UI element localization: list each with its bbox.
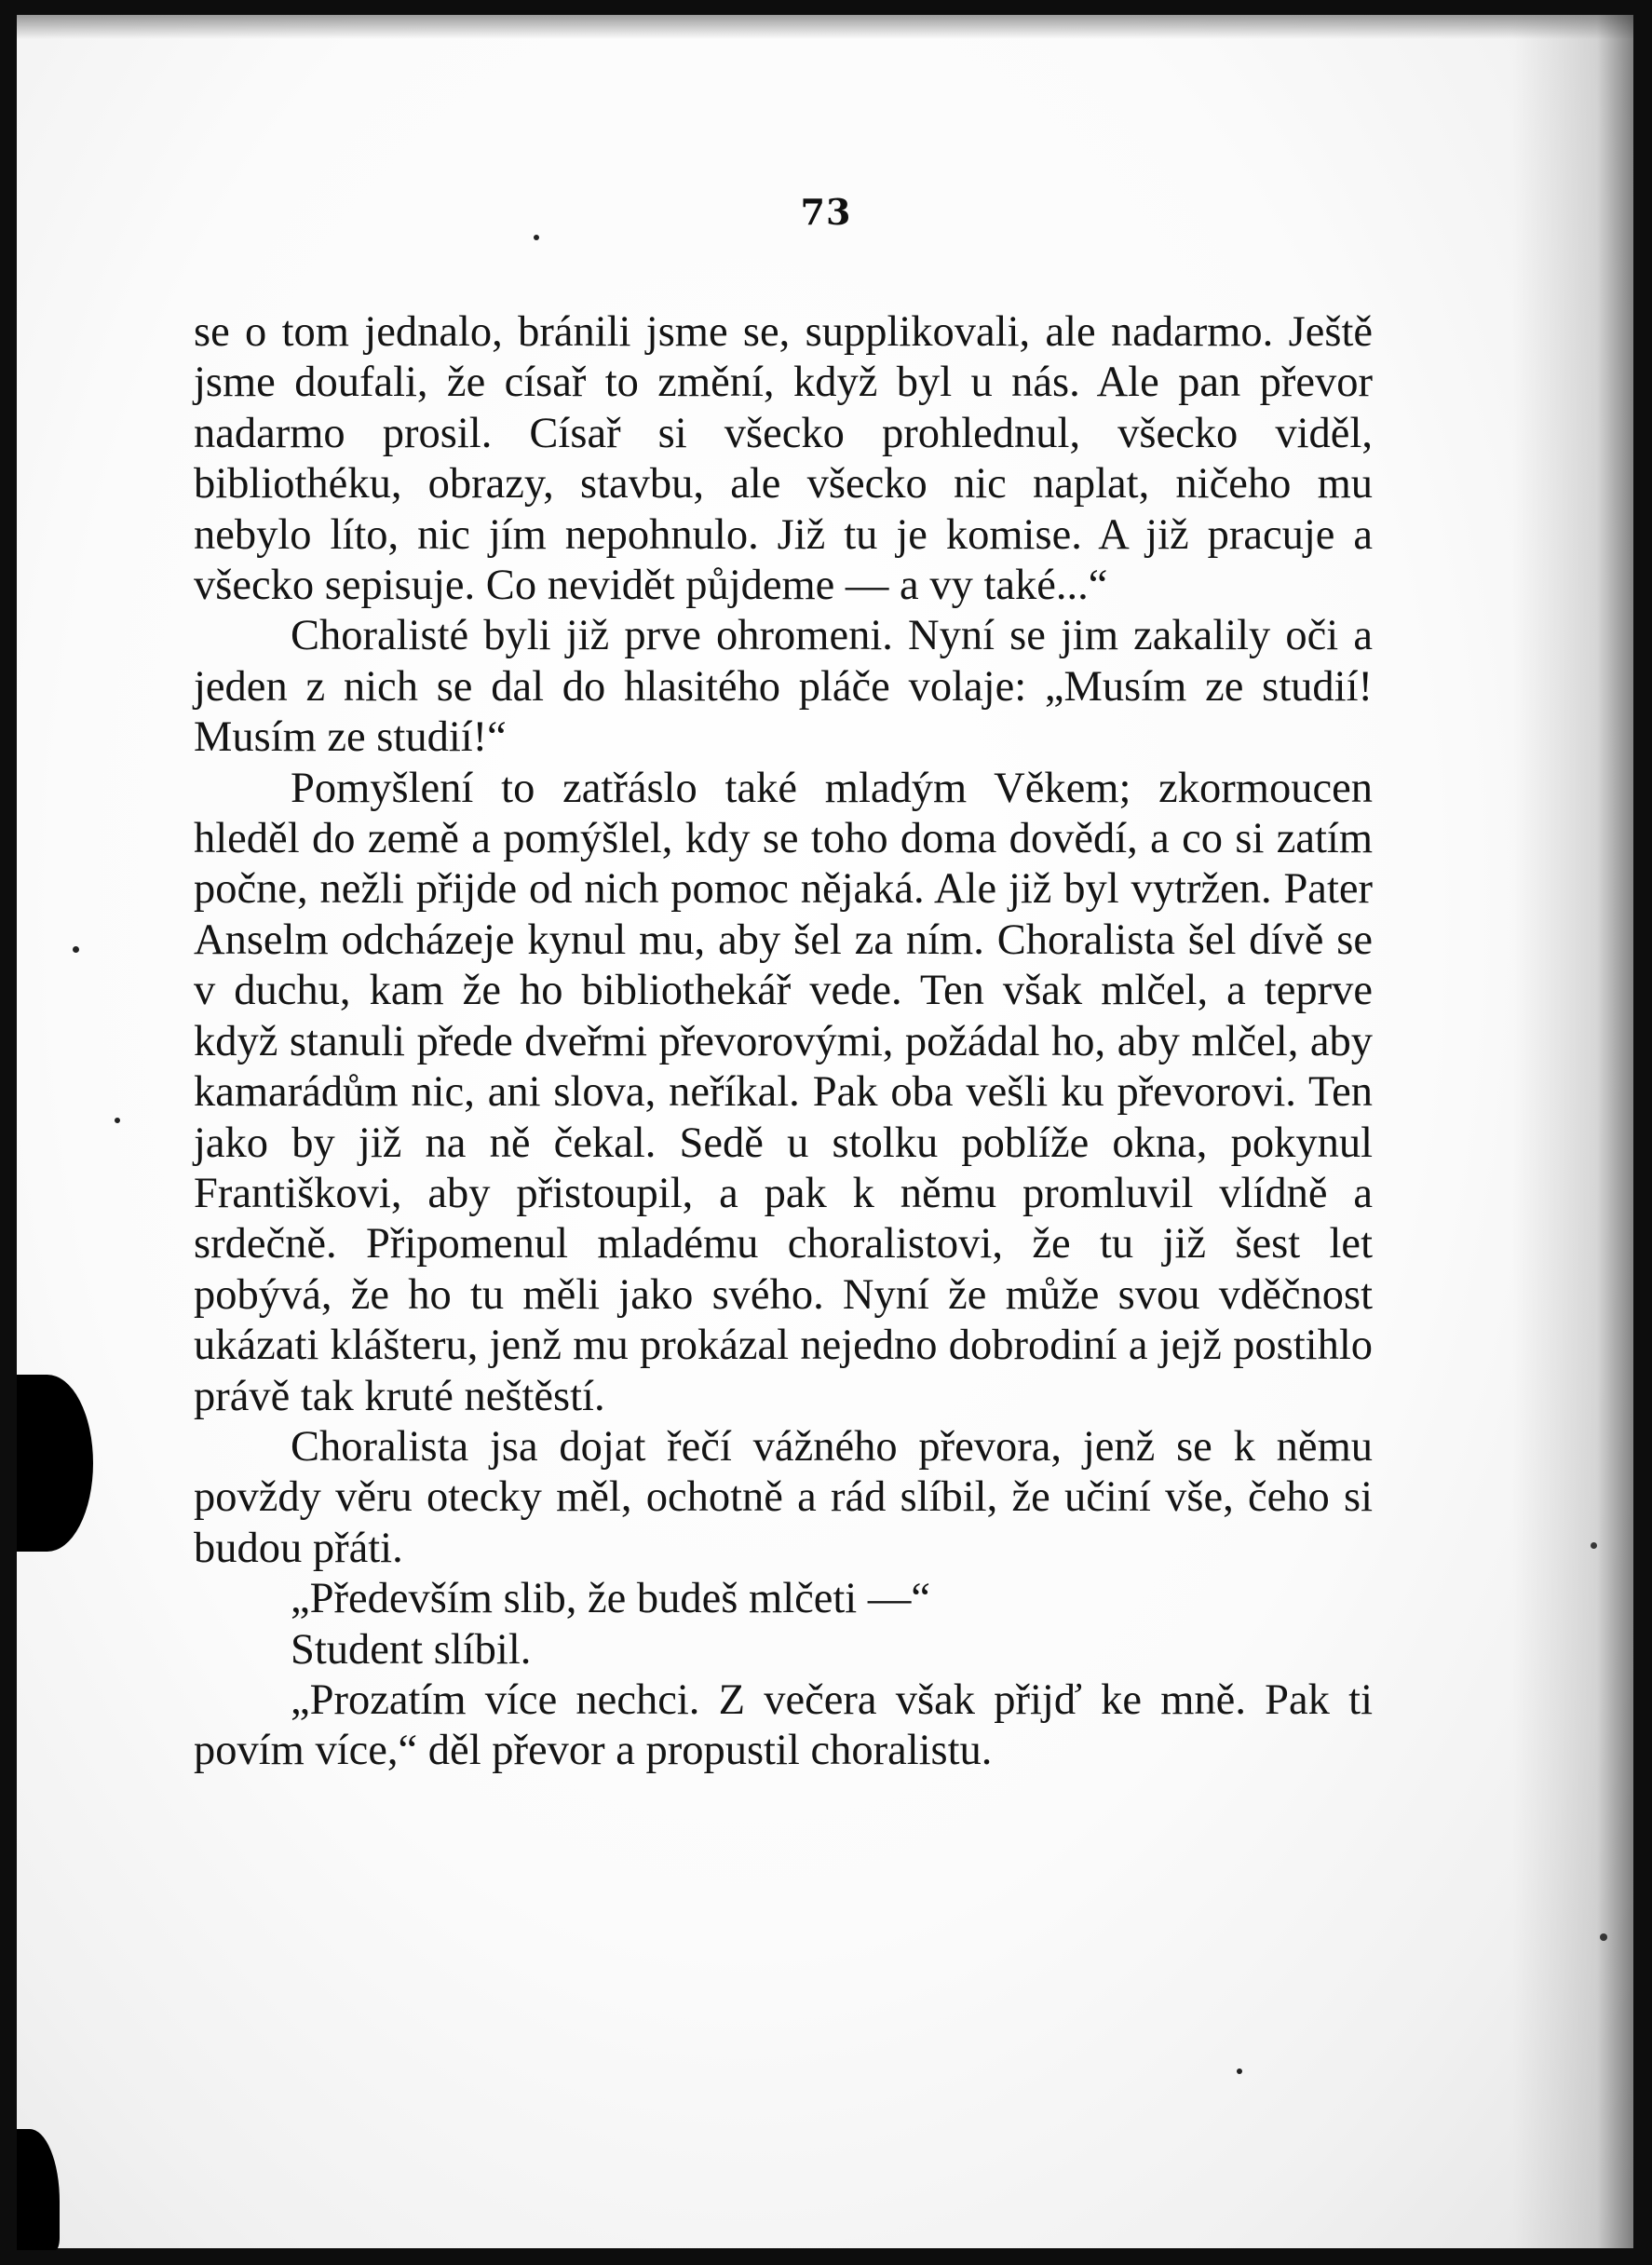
dust-speck <box>1591 1542 1597 1549</box>
page-number: 73 <box>800 191 852 233</box>
ink-blot-bottom <box>17 2129 60 2250</box>
body-text <box>194 307 1373 1777</box>
dust-speck <box>1237 2068 1242 2074</box>
ink-blot <box>17 1375 93 1552</box>
paragraph: Student slíbil. <box>291 1625 532 1674</box>
paragraph: Pomyšlení to zatřáslo také mladým Věkem; zkormoucen hleděl do země a pomýšlel, kdy se toho doma dovědí, a co si zatím počne, nežli přijde od nich pomoc nějaká. Ale již byl vytržen. Pater Anselm odcházeje kynul mu, aby šel za ním. Choralista šel dívě se v duchu, kam že ho bibliothekář vede. Ten však mlčel, a teprve když stanuli přede dveřmi převorovými, požádal ho, aby mlčel, aby kamarádům nic, ani slova, neříkal. Pak oba vešli ku převorovi. Ten jako by již na ně čekal. Sedě u stolku poblíže okna, pokynul Františkovi, aby přistoupil, a pak k němu promluvil vlídně a srdečně. Připomenul mladému choralistovi, že tu již šest let pobývá, že ho tu měli jako svého. Nyní že může svou vděčnost ukázati klášteru, jenž mu prokázal nejedno dobrodiní a jejž postihlo právě tak kruté neštěstí. <box>194 764 1373 1420</box>
paragraph-dialogue: „Především slib, že budeš mlčeti —“ <box>291 1575 930 1623</box>
dust-speck <box>534 235 539 240</box>
paragraph-continuation: se o tom jednalo, bránili jsme se, supplikovali, ale nadarmo. Ještě jsme doufali, že císař to změní, když byl u nás. Ale pan převor nadarmo prosil. Císař si všecko prohlednul, všecko viděl, bibliothéku, obrazy, stavbu, ale všecko nic naplat, ničeho mu nebylo líto, nic jím nepohnulo. Již tu je komise. A již pracuje a všecko sepisuje. Co nevidět půjdeme — a vy také...“ <box>194 308 1373 610</box>
dust-speck <box>73 946 79 953</box>
paragraph-dialogue: „Prozatím více nechci. Z večera však přijď ke mně. Pak ti povím více,“ děl převor a propustil choralistu. <box>194 1675 1373 1775</box>
paragraph: Choralista jsa dojat řečí vážného převora, jenž se k němu povždy věru otecky měl, ochotně a rád slíbil, že učiní vše, čeho si budou přáti. <box>194 1422 1373 1572</box>
paragraph: Choralisté byli již prve ohromeni. Nyní se jim zakalily oči a jeden z nich se dal do hlasitého pláče volaje: „Musím ze studií! Musím ze studií!“ <box>194 612 1373 762</box>
dust-speck <box>1600 1933 1607 1941</box>
dust-speck <box>115 1118 120 1123</box>
